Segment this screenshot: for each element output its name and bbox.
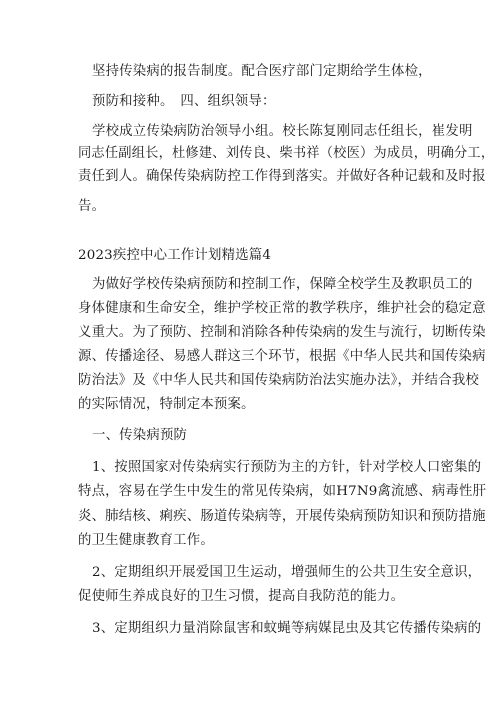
subsection-heading: 一、传染病预防 <box>92 428 188 443</box>
text-line: 防治法》及《中华人民共和国传染病防治法实施办法》，并结合我校 <box>78 373 480 388</box>
text-line: 的卫生健康教育工作。 <box>78 533 214 548</box>
text-line: 的实际情况，特制定本预案。 <box>78 397 255 412</box>
text-line: 为做好学校传染病预防和控制工作，保障全校学生及教职员工的 <box>92 277 473 292</box>
text-line: 3、定期组织力量消除鼠害和蚊蝇等病媒昆虫及其它传播传染病的 <box>92 621 482 636</box>
text-line: 告。 <box>78 199 106 214</box>
text-line: 促使师生养成良好的卫生习惯，提高自我防范的能力。 <box>78 589 405 604</box>
text-line: 学校成立传染病防治领导小组。校长陈复刚同志任组长，崔发明 <box>92 124 473 139</box>
text-line: 责任到人。确保传染病防控工作得到落实。并做好各种记载和及时报 <box>78 169 486 184</box>
text-line: 炎、肺结核、痢疾、肠道传染病等，开展传染病预防知识和预防措施 <box>78 509 486 524</box>
text-line: 特点，容易在学生中发生的常见传染病，如H7N9禽流感、病毒性肝 <box>78 484 487 499</box>
section-heading: 2023疾控中心工作计划精选篇4 <box>78 248 272 263</box>
text-line: 预防和接种。 四、组织领导： <box>92 94 276 109</box>
text-line: 同志任副组长，杜修建、刘传良、柴书祥（校医）为成员，明确分工， <box>78 146 495 161</box>
text-line: 1、按照国家对传染病实行预防为主的方针，针对学校人口密集的 <box>92 460 482 475</box>
text-line: 身体健康和生命安全，维护学校正常的教学秩序，维护社会的稳定意 <box>78 301 486 316</box>
text-line: 义重大。为了预防、控制和消除各种传染病的发生与流行，切断传染 <box>78 325 486 340</box>
text-line: 坚持传染病的报告制度。配合医疗部门定期给学生体检， <box>92 64 432 79</box>
text-line: 源、传播途径、易感人群这三个环节，根据《中华人民共和国传染病 <box>78 349 486 364</box>
text-line: 2、定期组织开展爱国卫生运动，增强师生的公共卫生安全意识， <box>92 565 482 580</box>
